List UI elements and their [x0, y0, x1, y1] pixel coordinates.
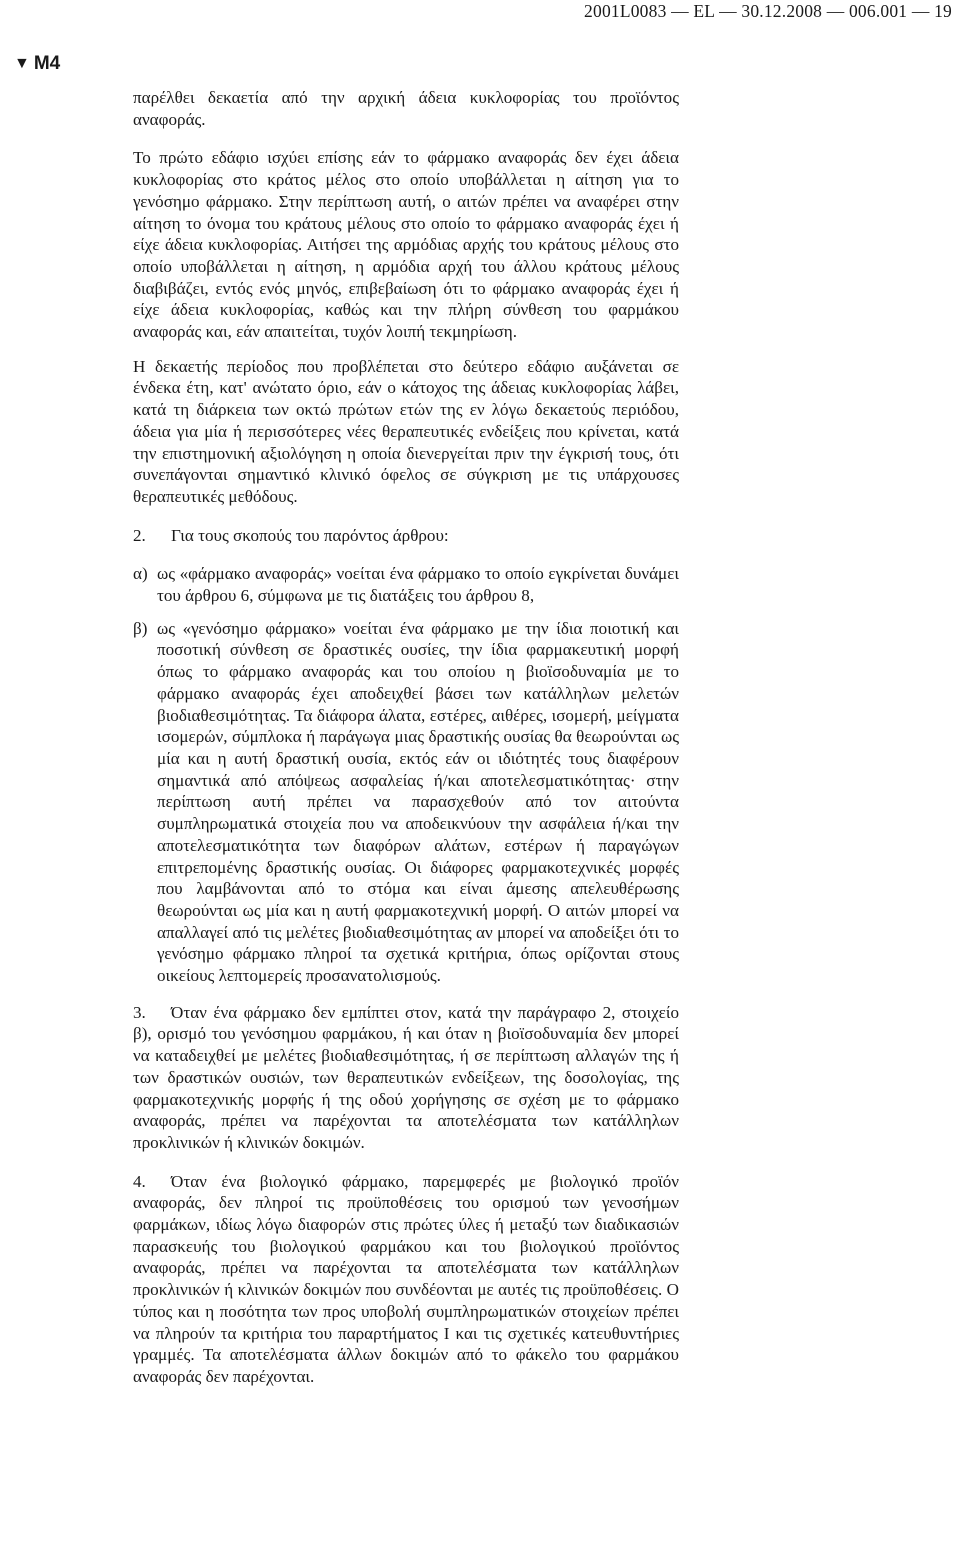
- section-4-text: Όταν ένα βιολογικό φάρμακο, παρεμφερές με βιολογικό προϊόν αναφοράς, δεν πληροί τις προϋποθέσεις του ορισμού των γενοσήμων φαρμάκων, ιδίως λόγω διαφορών στις πρώτες ύλες ή μεταξύ των διαδικασιών παρασκευής του βιολογικού φαρμάκου και του βιολογικού προϊόντος αναφοράς, πρέπει να παρέχονται τα αποτελέσματα των κατάλληλων προκλινικών ή κλινικών δοκιμών που συνδέονται με αυτές τις προϋποθέσεις. Ο τύπος και η ποσότητα των προς υποβολή συμπληρωματικών στοιχείων πρέπει να πληρούν τα κριτήρια του παραρτήματος I και τις σχετικές κατευθυντήριες γραμμές. Τα αποτελέσματα άλλων δοκιμών από το φάκελο του φαρμάκου αναφοράς δεν παρέχονται.: [133, 1171, 679, 1386]
- section-2-number: 2.: [133, 525, 146, 545]
- item-a-label: α): [133, 564, 148, 584]
- section-2: [133, 525, 679, 547]
- section-2-text: Για τους σκοπούς του παρόντος άρθρου:: [171, 525, 449, 545]
- amendment-label: M4: [33, 53, 61, 74]
- paragraph-first-subparagraph-note: Το πρώτο εδάφιο ισχύει επίσης εάν το φάρμακο αναφοράς δεν έχει άδεια κυκλοφορίας στο κράτος μέλος στο οποίο υποβάλλεται η αίτηση για το γενόσημο φάρμακο. Στην περίπτωση αυτή, ο αιτών πρέπει να αναφέρει στην αίτηση το όνομα του κράτους μέλους στο οποίο το φάρμακο αναφοράς έχει ή είχε άδεια κυκλοφορίας. Αιτήσει της αρμόδιας αρχής του κράτους μέλους στο οποίο υποβάλλεται η αίτηση, η αρμόδια αρχή του άλλου κράτους μέλους διαβιβάζει, εντός ενός μηνός, επιβεβαίωση ότι το φάρμακο αναφοράς έχει ή είχε άδεια κυκλοφορίας, καθώς και την πλήρη σύνθεση του φαρμάκου αναφοράς και, εάν απαιτείται, τυχόν λοιπή τεκμηρίωση.: [133, 148, 679, 342]
- definition-item-a: [133, 563, 679, 606]
- paragraph-ten-year-extension: Η δεκαετής περίοδος που προβλέπεται στο δεύτερο εδάφιο αυξάνεται σε ένδεκα έτη, κατ' ανώτατο όριο, εάν ο κάτοχος της άδειας κυκλοφορίας λάβει, κατά τη διάρκεια των οκτώ πρώτων ετών της εν λόγω δεκαετούς περιόδου, άδεια για μία ή περισσότερες νέες θεραπευτικές ενδείξεις που κρίνεται, κατά την επιστημονική αξιολόγηση η οποία διενεργείται πριν την έγκρισή τους, ότι συνεπάγονται σημαντικό κλινικό όφελος σε σύγκριση με τις υπάρχουσες θεραπευτικές μεθόδους.: [133, 356, 679, 506]
- item-b-text: ως «γενόσημο φάρμακο» νοείται ένα φάρμακο με την ίδια ποιοτική και ποσοτική σύνθεση σε δραστικές ουσίες, την ίδια φαρμακευτική μορφή όπως το φάρμακο αναφοράς και του οποίου η βιοϊσοδυναμία με το φάρμακο αναφοράς έχει αποδειχθεί βάσει των κατάλληλων μελετών βιοδιαθεσιμότητας. Τα διάφορα άλατα, εστέρες, αιθέρες, ισομερή, μείγματα ισομερών, σύμπλοκα ή παράγωγα μιας δραστικής ουσίας θα θεωρούνται ως μία και η αυτή δραστική ουσία, εκτός εάν οι ιδιότητές τους διαφέρουν σημαντικά από απόψεως ασφαλείας ή/και αποτελεσματικότητας· στην περίπτωση αυτή πρέπει να παρασχεθούν από τον αιτούντα συμπληρωματικά στοιχεία που να αποδεικνύουν την ασφάλεια ή/και την αποτελεσματικότητα των διαφόρων αλάτων, εστέρων ή παραγώγων επιτρεπομένης δραστικής ουσίας. Οι διάφορες φαρμακοτεχνικές μορφές που λαμβάνονται από το στόμα και είναι άμεσης απελευθέρωσης θεωρούνται ως μία και η αυτή φαρμακοτεχνική μορφή. Ο αιτών μπορεί να απαλλαγεί από τις μελέτες βιοδιαθεσιμότητας αν μπορεί να αποδείξει ότι το γενόσημο φάρμακο πληροί τα σχετικά κριτήρια, όπως ορίζονται στους οικείους λεπτομερείς προσανατολισμούς.: [157, 618, 679, 986]
- document-reference-header: 2001L0083 — EL — 30.12.2008 — 006.001 — 19: [584, 1, 952, 21]
- paragraph-continuation: παρέλθει δεκαετία από την αρχική άδεια κυκλοφορίας του προϊόντος αναφοράς.: [133, 88, 679, 129]
- definition-item-b: [133, 618, 679, 987]
- down-triangle-icon: ▼: [14, 55, 30, 72]
- item-b-label: β): [133, 618, 148, 638]
- document-body: [133, 87, 679, 1401]
- item-a-text: ως «φάρμακο αναφοράς» νοείται ένα φάρμακο το οποίο εγκρίνεται δυνάμει του άρθρου 6, σύμφωνα με τις διατάξεις του άρθρου 8,: [157, 564, 679, 606]
- section-4: [133, 1171, 679, 1388]
- section-4-number: 4.: [133, 1171, 146, 1191]
- amendment-marker: [14, 53, 60, 75]
- section-3: [133, 1002, 679, 1154]
- section-3-text: Όταν ένα φάρμακο δεν εμπίπτει στον, κατά την παράγραφο 2, στοιχείο β), ορισμό του γενόσημου φαρμάκου, ή και όταν η βιοϊσοδυναμία δεν μπορεί να καταδειχθεί με μελέτες βιοδιαθεσιμότητας, ή σε περίπτωση αλλαγών της ή των δραστικών ουσιών, των θεραπευτικών ενδείξεων, της δοσολογίας, της φαρμακοτεχνικής μορφής ή της οδού χορήγησης σε σχέση με το φάρμακο αναφοράς, πρέπει να παρέχονται τα αποτελέσματα των κατάλληλων προκλινικών ή κλινικών δοκιμών.: [133, 1002, 679, 1152]
- section-3-number: 3.: [133, 1002, 146, 1022]
